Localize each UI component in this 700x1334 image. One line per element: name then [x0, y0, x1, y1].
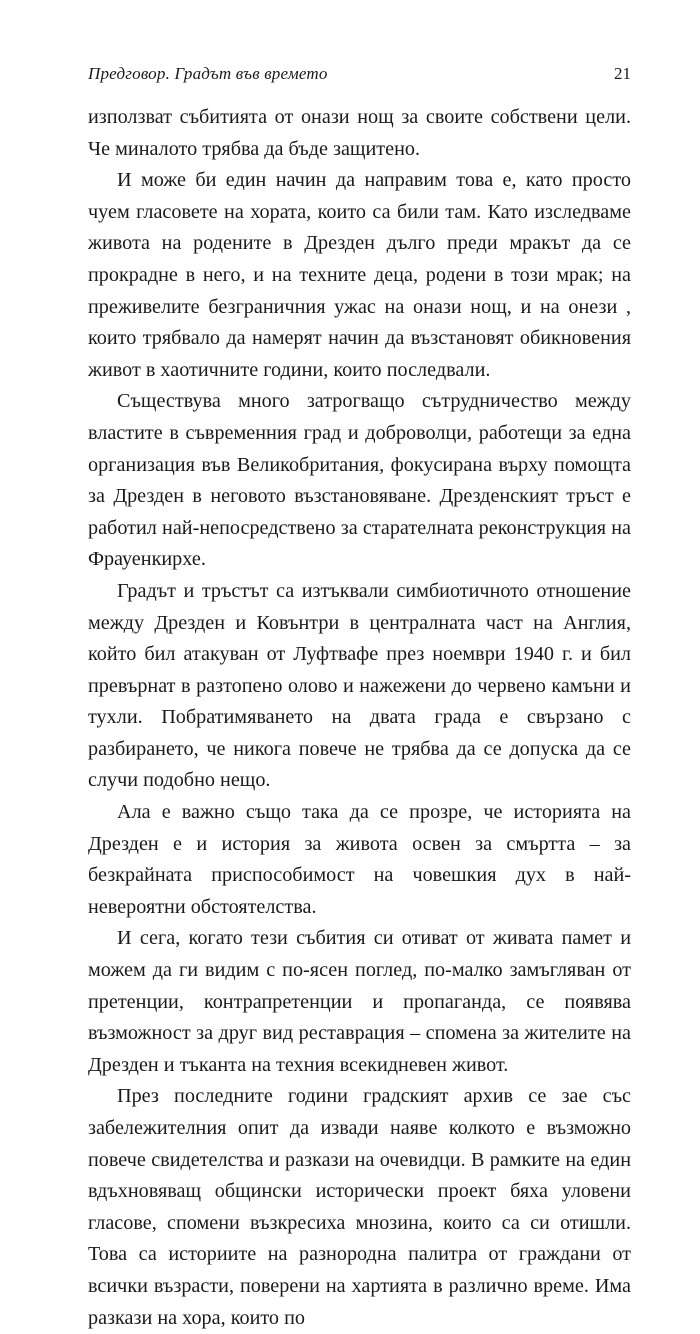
paragraph: И сега, когато тези събития си отиват от живата памет и можем да ги видим с по-ясен поглед, по-малко замъгляван от претенции, контрапретенции и пропаганда, се появява възможност за друг вид реставрация – спомена за жителите на Дрезден и тъканта на техния всекидневен живот.	[88, 927, 631, 1076]
book-page	[88, 60, 631, 1334]
paragraph-continued: използват събитията от онази нощ за своите собствени цели. Че миналото трябва да бъде защитено.	[88, 106, 631, 160]
body-text	[88, 102, 631, 1334]
paragraph: Градът и тръстът са изтъквали симбиотичното отношение между Дрезден и Ковънтри в централната част на Англия, който бил атакуван от Луфтвафе през ноември 1940 г. и бил превърнат в разтопено олово и нажежени до червено камъни и тухли. Побратимяването на двата града е свързано с разбирането, че никога повече не трябва да се допуска да се случи подобно нещо.	[88, 579, 631, 792]
paragraph: През последните години градският архив се зае със забележителния опит да извади наяве колкото е възможно повече свидетелства и разкази на очевидци. В рамките на един вдъхновяващ общински исторически проект бяха уловени гласове, спомени възкресиха мнозина, които са си отишли. Това са историите на разнородна палитра от граждани от всички възрасти, поверени на хартията в различно време. Има разкази на хора, които по	[88, 1085, 631, 1329]
paragraph: Ала е важно също така да се прозре, че историята на Дрезден е и история за живота освен за смъртта – за безкрайната приспособимост на човешкия дух в най-невероятни обстоятелства.	[88, 801, 631, 918]
page-number: 21	[614, 64, 631, 83]
running-title: Предговор. Градът във времето	[88, 64, 328, 83]
paragraph: Съществува много затрогващо сътрудничество между властите в съвременния град и доброволци, работещи за една организация във Великобритания, фокусирана върху помощта за Дрезден в неговото възстановяване. Дрезденският тръст е работил най-непосредствено за старателната реконструкция на Фрауенкирхе.	[88, 390, 631, 571]
paragraph: И може би един начин да направим това е, като просто чуем гласовете на хората, които са били там. Като изследваме живота на родените в Дрезден дълго преди мракът да се прокрадне в него, и на техните деца, родени в този мрак; на преживелите безграничния ужас на онази нощ, и на онези , които трябвало да намерят начин да възстановят обикновения живот в хаотичните години, които последвали.	[88, 169, 631, 381]
running-head	[88, 60, 631, 88]
